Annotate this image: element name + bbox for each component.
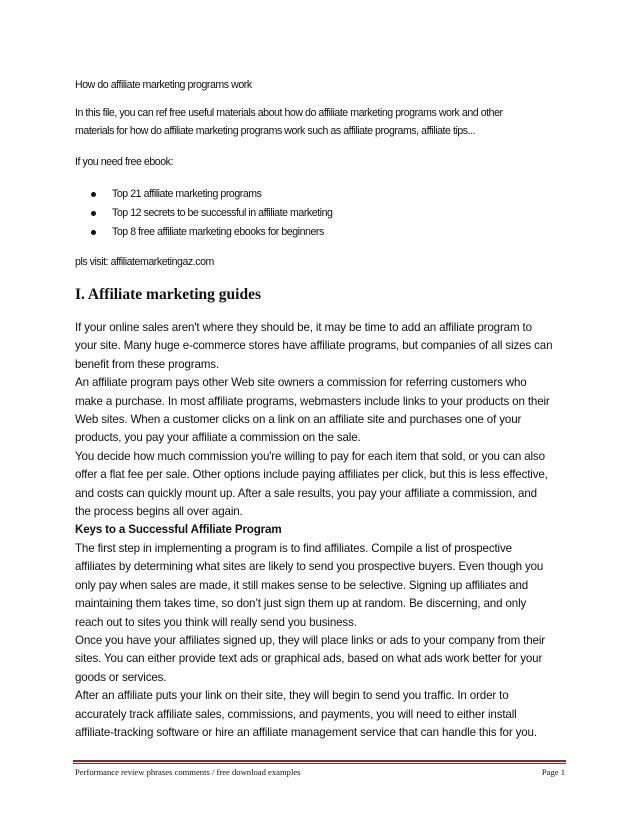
body-line: only pay when sales are made, it still makes sense to be selective. Signing up affiliates and: [75, 578, 529, 592]
list-item-text: Top 8 free affiliate marketing ebooks for beginners: [112, 226, 324, 238]
body-line: maintaining them takes time, so don’t just sign them up at random. Be discerning, and only: [75, 597, 527, 611]
section-heading: I. Affiliate marketing guides: [75, 286, 261, 303]
body-line: make a purchase. In most affiliate programs, webmasters include links to your products on their: [75, 394, 550, 408]
body-line: affiliate-tracking software or hire an affiliate management service that can handle this for you.: [75, 725, 537, 739]
visit-link-text: pls visit: affiliatemarketingaz.com: [75, 256, 214, 268]
body-line: products, you pay your affiliate a commission on the sale.: [75, 431, 361, 445]
list-item-text: Top 21 affiliate marketing programs: [112, 188, 262, 200]
body-line: reach out to sites you think will really send you business.: [75, 615, 357, 629]
list-item: [91, 204, 332, 223]
ebook-list: [91, 185, 332, 242]
bullet-icon: [91, 230, 96, 235]
body-line: benefit from these programs.: [75, 357, 220, 371]
bullet-icon: [91, 192, 96, 197]
intro-paragraph-line-1: In this file, you can ref free useful materials about how do affiliate marketing programs work and other: [75, 107, 503, 119]
list-item: [91, 223, 332, 242]
section-body: [75, 319, 575, 742]
intro-paragraph-line-2: materials for how do affiliate marketing programs work such as affiliate programs, affiliate tips...: [75, 125, 476, 137]
body-line: Once you have your affiliates signed up, they will place links or ads to your company from their: [75, 633, 545, 647]
subheading: Keys to a Successful Affiliate Program: [75, 523, 282, 537]
body-line: goods or services.: [75, 670, 167, 684]
body-line: your site. Many huge e-commerce stores have affiliate programs, but companies of all sizes can: [75, 339, 553, 353]
bullet-icon: [91, 211, 96, 216]
list-item: [91, 185, 332, 204]
page-number: Page 1: [541, 767, 565, 777]
body-line: If your online sales aren't where they should be, it may be time to add an affiliate program to: [75, 321, 532, 334]
body-line: Web sites. When a customer clicks on a link on an affiliate site and purchases one of your: [75, 413, 522, 427]
footer-rule: [73, 760, 566, 762]
body-line: accurately track affiliate sales, commissions, and payments, you will need to either install: [75, 707, 517, 721]
list-item-text: Top 12 secrets to be successful in affiliate marketing: [112, 207, 333, 219]
body-line: An affiliate program pays other Web site owners a commission for referring customers who: [75, 376, 527, 390]
body-line: offer a flat fee per sale. Other options include paying affiliates per click, but this is less effective,: [75, 468, 548, 482]
body-line: You decide how much commission you're willing to pay for each item that sold, or you can also: [75, 449, 545, 463]
body-line: The first step in implementing a program is to find affiliates. Compile a list of prospective: [75, 541, 512, 555]
footer-rule-thin: [73, 763, 566, 764]
body-line: sites. You can either provide text ads or graphical ads, based on what ads work better for your: [75, 652, 543, 666]
footer-text: Performance review phrases comments / free download examples: [75, 767, 301, 777]
body-line: affiliates by determining what sites are likely to send you prospective buyers. Even though you: [75, 560, 544, 574]
body-line: After an affiliate puts your link on their site, they will begin to send you traffic. In order to: [75, 689, 509, 703]
ebook-prompt: If you need free ebook:: [75, 156, 174, 168]
body-line: the process begins all over again.: [75, 505, 243, 519]
intro-title: How do affiliate marketing programs work: [75, 79, 252, 91]
body-line: and costs can quickly mount up. After a sale results, you pay your affiliate a commission, and: [75, 486, 537, 500]
